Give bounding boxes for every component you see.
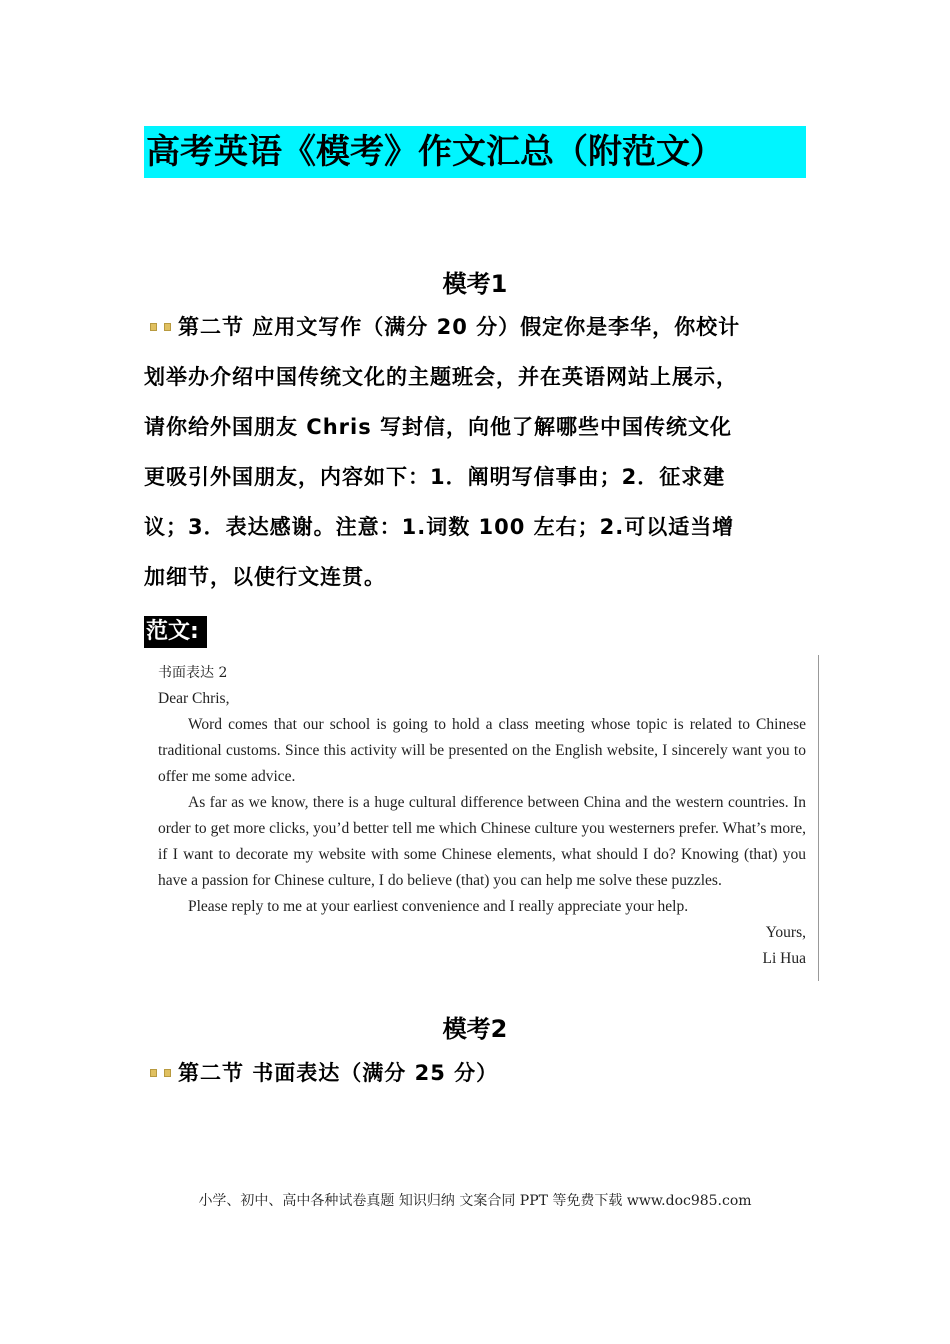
page-footer: 小学、初中、高中各种试卷真题 知识归纳 文案合同 PPT 等免费下载 www.doc985.com: [198, 1193, 752, 1209]
essay-heading: 书面表达 2: [158, 665, 228, 681]
essay-paragraph: Word comes that our school is going to hold a class meeting whose topic is related to Chinese traditional customs. Since this activity will be presented on the English website, I sincerely want you to offer me some advice.: [158, 716, 806, 785]
prompt-line: 请你给外国朋友 Chris 写封信，向他了解哪些中国传统文化: [144, 415, 733, 439]
essay-signature: Li Hua: [762, 950, 806, 967]
sample-essay: [158, 660, 806, 972]
essay-paragraph: Please reply to me at your earliest convenience and I really appreciate your help.: [188, 898, 689, 915]
essay-paragraph: As far as we know, there is a huge cultural difference between China and the western countries. In order to get more clicks, you’d better tell me which Chinese culture you westerners prefer. What’s more, if I want to decorate my website with some Chinese elements, what should I do? Knowing (that) you have a passion for Chinese culture, I do believe (that) you can help me solve these puzzles.: [158, 794, 806, 889]
prompt-1: [144, 302, 804, 602]
prompt-line: 加细节，以使行文连贯。: [144, 565, 386, 589]
essay-border: [818, 655, 819, 981]
prompt-line: 划举办介绍中国传统文化的主题班会，并在英语网站上展示，: [144, 365, 738, 389]
prompt-2: [144, 1048, 804, 1098]
essay-closing: Yours,: [765, 924, 806, 941]
prompt-line: 更吸引外国朋友，内容如下：1．阐明写信事由；2．征求建: [144, 465, 726, 489]
prompt-line: 第二节 书面表达（满分 25 分）: [178, 1061, 499, 1085]
essay-greeting: Dear Chris,: [158, 690, 230, 707]
prompt-line: 议；3．表达感谢。注意：1.词数 100 左右；2.可以适当增: [144, 515, 735, 539]
page-title: 高考英语《模考》作文汇总（附范文）: [146, 132, 724, 172]
sample-label: 范文:: [144, 616, 207, 648]
section-heading-2: 模考2: [442, 1015, 508, 1043]
section-heading-1: 模考1: [442, 270, 508, 298]
prompt-line: 第二节 应用文写作（满分 20 分）假定你是李华，你校计: [178, 315, 741, 339]
